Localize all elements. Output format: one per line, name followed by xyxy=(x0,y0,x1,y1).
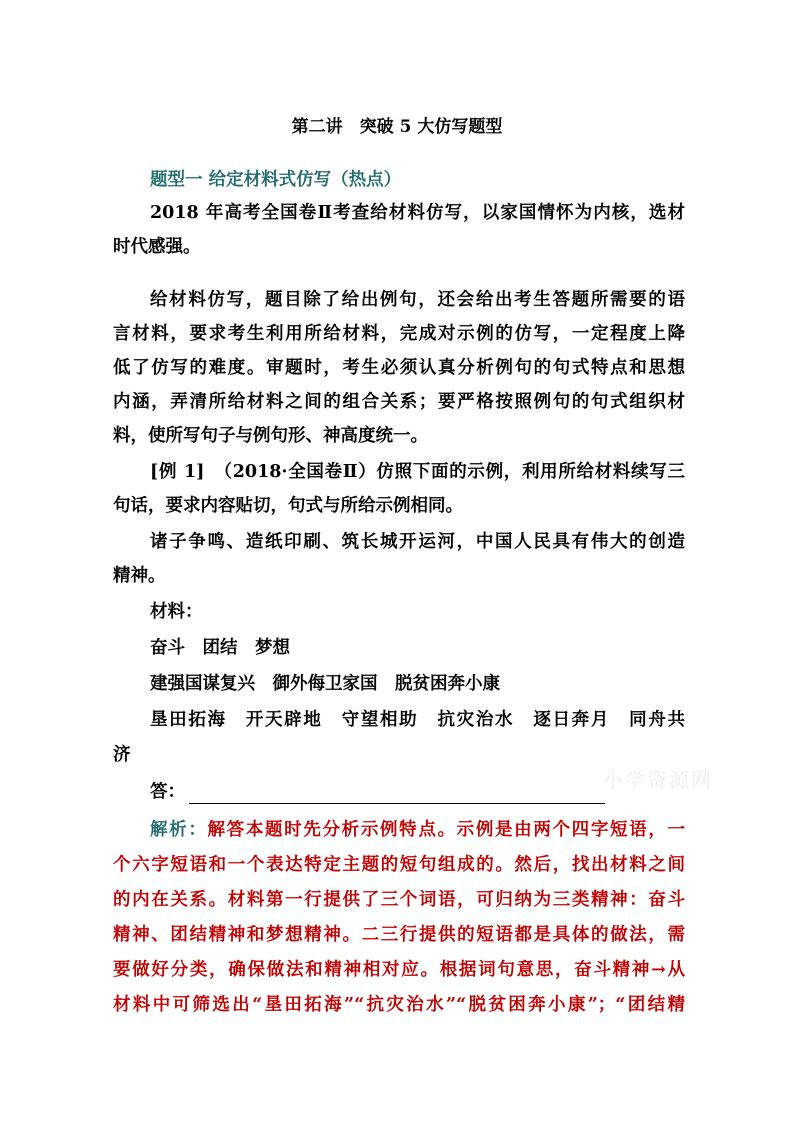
material-row-3-line-1: 垦田拓海 开天辟地 守望相助 抗灾治水 逐日奔月 同舟共 xyxy=(150,710,685,730)
analysis-line-2: 个六字短语和一个表达特定主题的短句组成的。然后，找出材料之间 xyxy=(113,855,685,875)
paragraph-2-line-5: 料，使所写句子与例句形、神高度统一。 xyxy=(113,426,428,446)
paragraph-1-line-1: 2018 年高考全国卷Ⅱ考查给材料仿写，以家国情怀为内核，选材 xyxy=(150,203,685,223)
example-line-1: [例 1] （2018·全国卷Ⅱ）仿照下面的示例，利用所给材料续写三 xyxy=(150,462,685,482)
analysis-line-3: 的内在关系。材料第一行提供了三个词语，可归纳为三类精神：奋斗 xyxy=(113,890,685,910)
analysis-label: 解析： xyxy=(150,820,208,840)
analysis-line-6: 材料中可筛选出“垦田拓海”“抗灾治水”“脱贫困奔小康”；“团结精 xyxy=(113,995,685,1015)
material-label: 材料： xyxy=(150,602,203,622)
paragraph-2-line-4: 内涵，弄清所给材料之间的组合关系；要严格按照例句的句式组织材 xyxy=(113,392,685,412)
page-title: 第二讲 突破 5 大仿写题型 xyxy=(291,117,503,137)
material-row-1: 奋斗 团结 梦想 xyxy=(150,638,290,658)
material-row-3-line-2: 济 xyxy=(113,745,131,765)
watermark: 小学资源网 xyxy=(603,768,713,792)
answer-blank[interactable] xyxy=(189,783,605,804)
paragraph-2-line-2: 言材料，要求考生利用所给材料，完成对示例的仿写，一定程度上降 xyxy=(113,324,685,344)
answer-row xyxy=(150,780,722,804)
material-row-2: 建强国谋复兴 御外侮卫家国 脱贫困奔小康 xyxy=(150,674,500,694)
section-heading: 题型一 给定材料式仿写（热点） xyxy=(150,170,402,190)
analysis-text-1: 解答本题时先分析示例特点。示例是由两个四字短语，一 xyxy=(207,820,685,840)
paragraph-2-line-1: 给材料仿写，题目除了给出例句，还会给出考生答题所需要的语 xyxy=(150,290,685,310)
sample-line-1: 诸子争鸣、造纸印刷、筑长城开运河，中国人民具有伟大的创造 xyxy=(150,532,685,552)
paragraph-2-line-3: 低了仿写的难度。审题时，考生必须认真分析例句的句式特点和思想 xyxy=(113,358,685,378)
paragraph-1-line-2: 时代感强。 xyxy=(113,237,201,257)
analysis-line-5: 要做好分类，确保做法和精神相对应。根据词句意思，奋斗精神→从 xyxy=(113,960,685,980)
analysis-line-1 xyxy=(150,818,685,842)
answer-label: 答： xyxy=(150,782,185,802)
example-line-2: 句话，要求内容贴切，句式与所给示例相同。 xyxy=(113,496,463,516)
sample-line-2: 精神。 xyxy=(113,566,166,586)
analysis-line-4: 精神、团结精神和梦想精神。二三行提供的短语都是具体的做法，需 xyxy=(113,925,685,945)
